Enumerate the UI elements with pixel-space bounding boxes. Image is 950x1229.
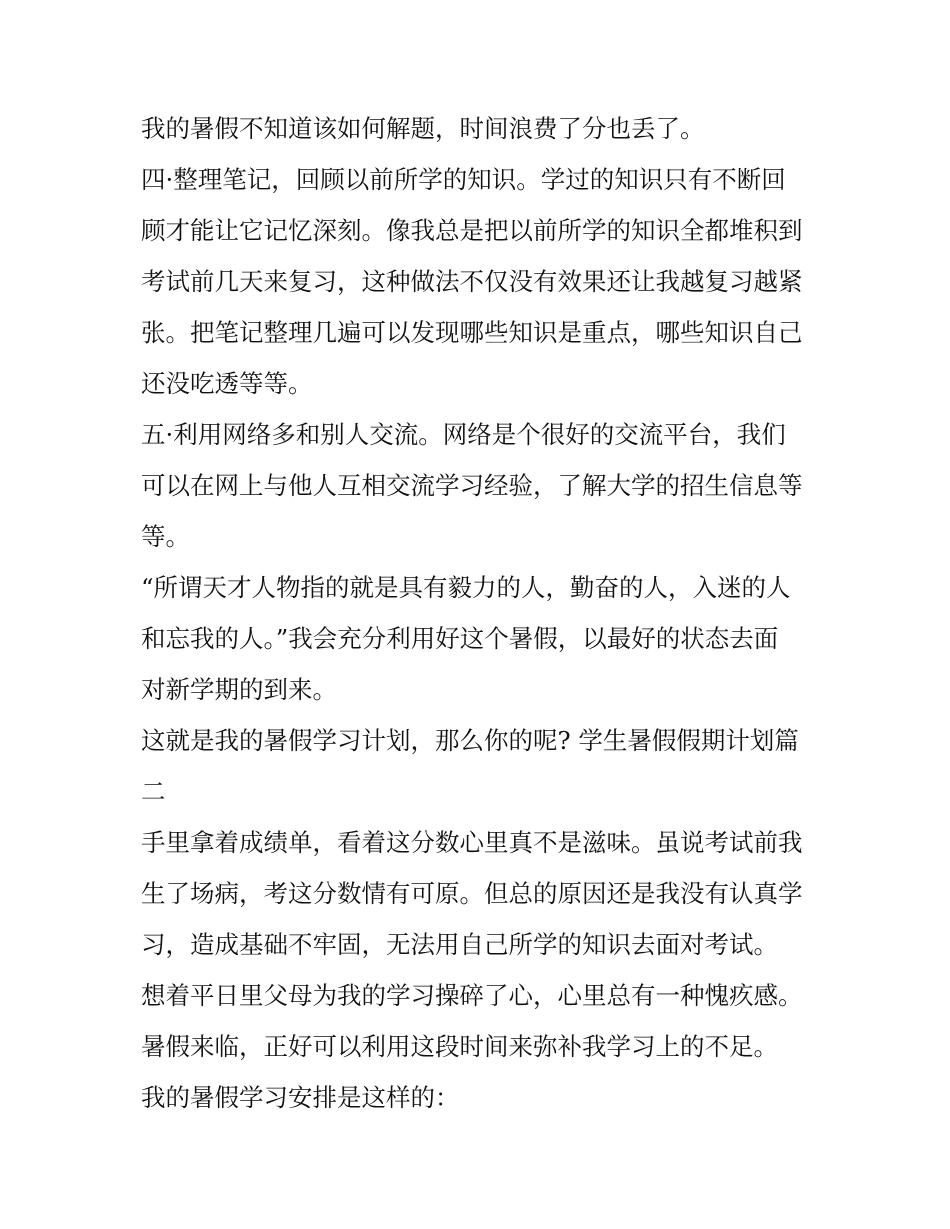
text-line: 张。把笔记整理几遍可以发现哪些知识是重点，哪些知识自己 bbox=[141, 318, 803, 347]
text-line: 顾才能让它记忆深刻。像我总是把以前所学的知识全都堆积到 bbox=[141, 216, 803, 245]
text-line: 考试前几天来复习，这种做法不仅没有效果还让我越复习越紧 bbox=[141, 267, 803, 296]
text-line: 习，造成基础不牢固，无法用自己所学的知识去面对考试。 bbox=[141, 930, 778, 959]
text-line: 五·利用网络多和别人交流。网络是个很好的交流平台，我们 bbox=[141, 420, 786, 449]
text-line: “所谓天才人物指的就是具有毅力的人，勤奋的人，入迷的人 bbox=[141, 573, 791, 602]
text-line: 这就是我的暑假学习计划，那么你的呢? 学生暑假假期计划篇 bbox=[141, 726, 799, 755]
text-line: 二 bbox=[141, 777, 166, 806]
text-line: 想着平日里父母为我的学习操碎了心，心里总有一种愧疚感。 bbox=[141, 981, 803, 1010]
text-line: 暑假来临，正好可以利用这段时间来弥补我学习上的不足。 bbox=[141, 1032, 778, 1061]
text-line: 四·整理笔记，回顾以前所学的知识。学过的知识只有不断回 bbox=[141, 165, 786, 194]
text-line: 手里拿着成绩单，看着这分数心里真不是滋味。虽说考试前我 bbox=[141, 828, 803, 857]
document-body bbox=[141, 103, 817, 1123]
text-line: 我的暑假学习安排是这样的： bbox=[141, 1083, 460, 1112]
text-line: 和忘我的人。”我会充分利用好这个暑假，以最好的状态去面 bbox=[141, 624, 779, 653]
text-line: 可以在网上与他人互相交流学习经验，了解大学的招生信息等 bbox=[141, 471, 803, 500]
text-line: 还没吃透等等。 bbox=[141, 369, 313, 398]
text-line: 等。 bbox=[141, 522, 190, 551]
text-line: 我的暑假不知道该如何解题，时间浪费了分也丢了。 bbox=[141, 114, 705, 143]
text-line: 生了场病，考这分数情有可原。但总的原因还是我没有认真学 bbox=[141, 879, 803, 908]
text-line: 对新学期的到来。 bbox=[141, 675, 337, 704]
